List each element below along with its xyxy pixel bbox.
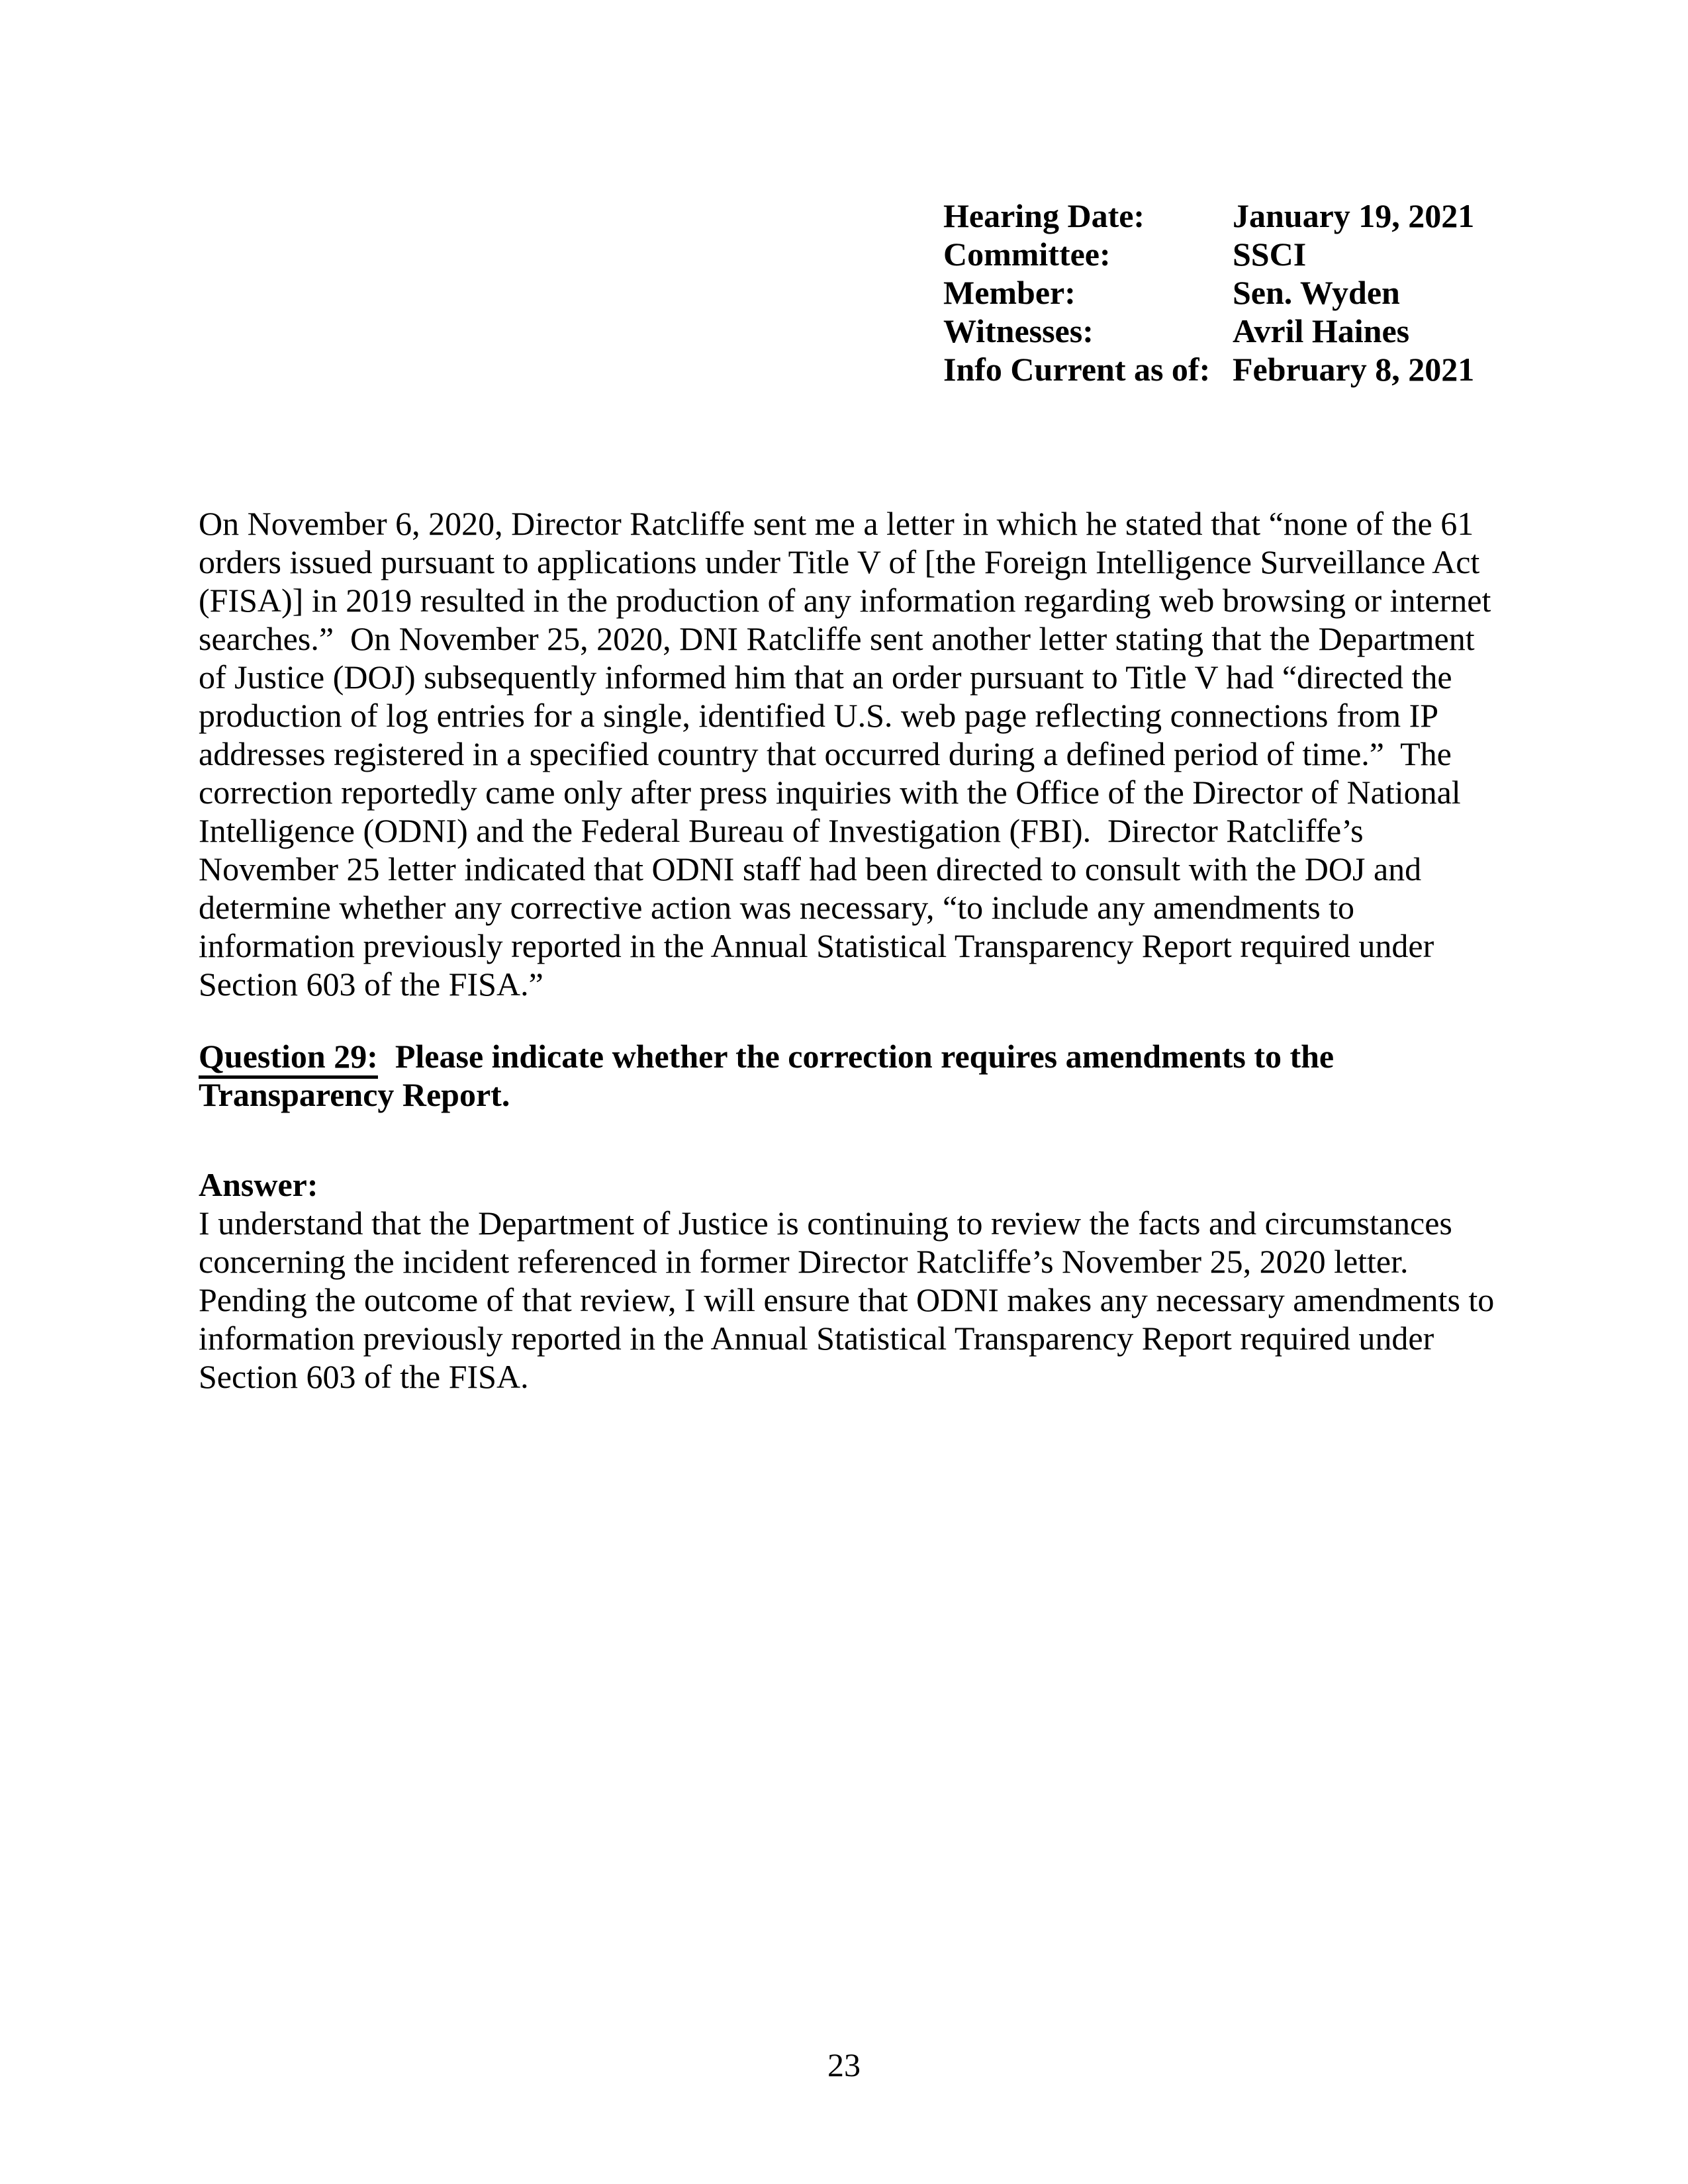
question-29-text: Please indicate whether the correction requires amendments to the Transparency Report. xyxy=(199,1038,1342,1113)
header-field-label: Member: xyxy=(943,274,1076,311)
header-field-value: January 19, 2021 xyxy=(1233,197,1475,234)
question-29-label: Question 29: xyxy=(199,1038,378,1079)
answer-paragraph: I understand that the Department of Justice is continuing to review the facts and circumstances concerning the incident referenced in former Director Ratcliffe’s November 25, 2020 letter. Pending the outcome of that review, I will ensure that ODNI makes any necessary amendments to information previously reported in the Annual Statistical Transparency Report required under Section 603 of the FISA. xyxy=(199,1205,1503,1395)
header-field-value: Sen. Wyden xyxy=(1233,274,1400,311)
header-field-label: Witnesses: xyxy=(943,312,1094,349)
header-field-value: Avril Haines xyxy=(1233,312,1410,349)
question-29-paragraph xyxy=(199,1037,1496,1114)
intro-paragraph: On November 6, 2020, Director Ratcliffe sent me a letter in which he stated that “none of the 61 orders issued pursuant to applications under Title V of [the Foreign Intelligence Surveillance Act (FISA)] in 2019 resulted in the production of any information regarding web browsing or internet searches.” On November 25, 2020, DNI Ratcliffe sent another letter stating that the Department of Justice (DOJ) subsequently informed him that an order pursuant to Title V had “directed the production of log entries for a single, identified U.S. web page reflecting connections from IP addresses registered in a specified country that occurred during a defined period of time.” The correction reportedly came only after press inquiries with the Office of the Director of National Intelligence (ODNI) and the Federal Bureau of Investigation (FBI). Director Ratcliffe’s November 25 letter indicated that ODNI staff had been directed to consult with the DOJ and determine whether any corrective action was necessary, “to include any amendments to information previously reported in the Annual Statistical Transparency Report required under Section 603 of the FISA.” xyxy=(199,505,1499,1003)
hearing-info-block xyxy=(943,197,1474,388)
header-field-label: Hearing Date: xyxy=(943,197,1145,234)
header-field-value: SSCI xyxy=(1233,236,1307,273)
page-number: 23 xyxy=(827,2046,861,2083)
header-field-value: February 8, 2021 xyxy=(1233,351,1475,388)
header-field-label: Committee: xyxy=(943,236,1111,273)
header-field-label: Info Current as of: xyxy=(943,351,1211,388)
answer-label: Answer: xyxy=(199,1166,318,1203)
